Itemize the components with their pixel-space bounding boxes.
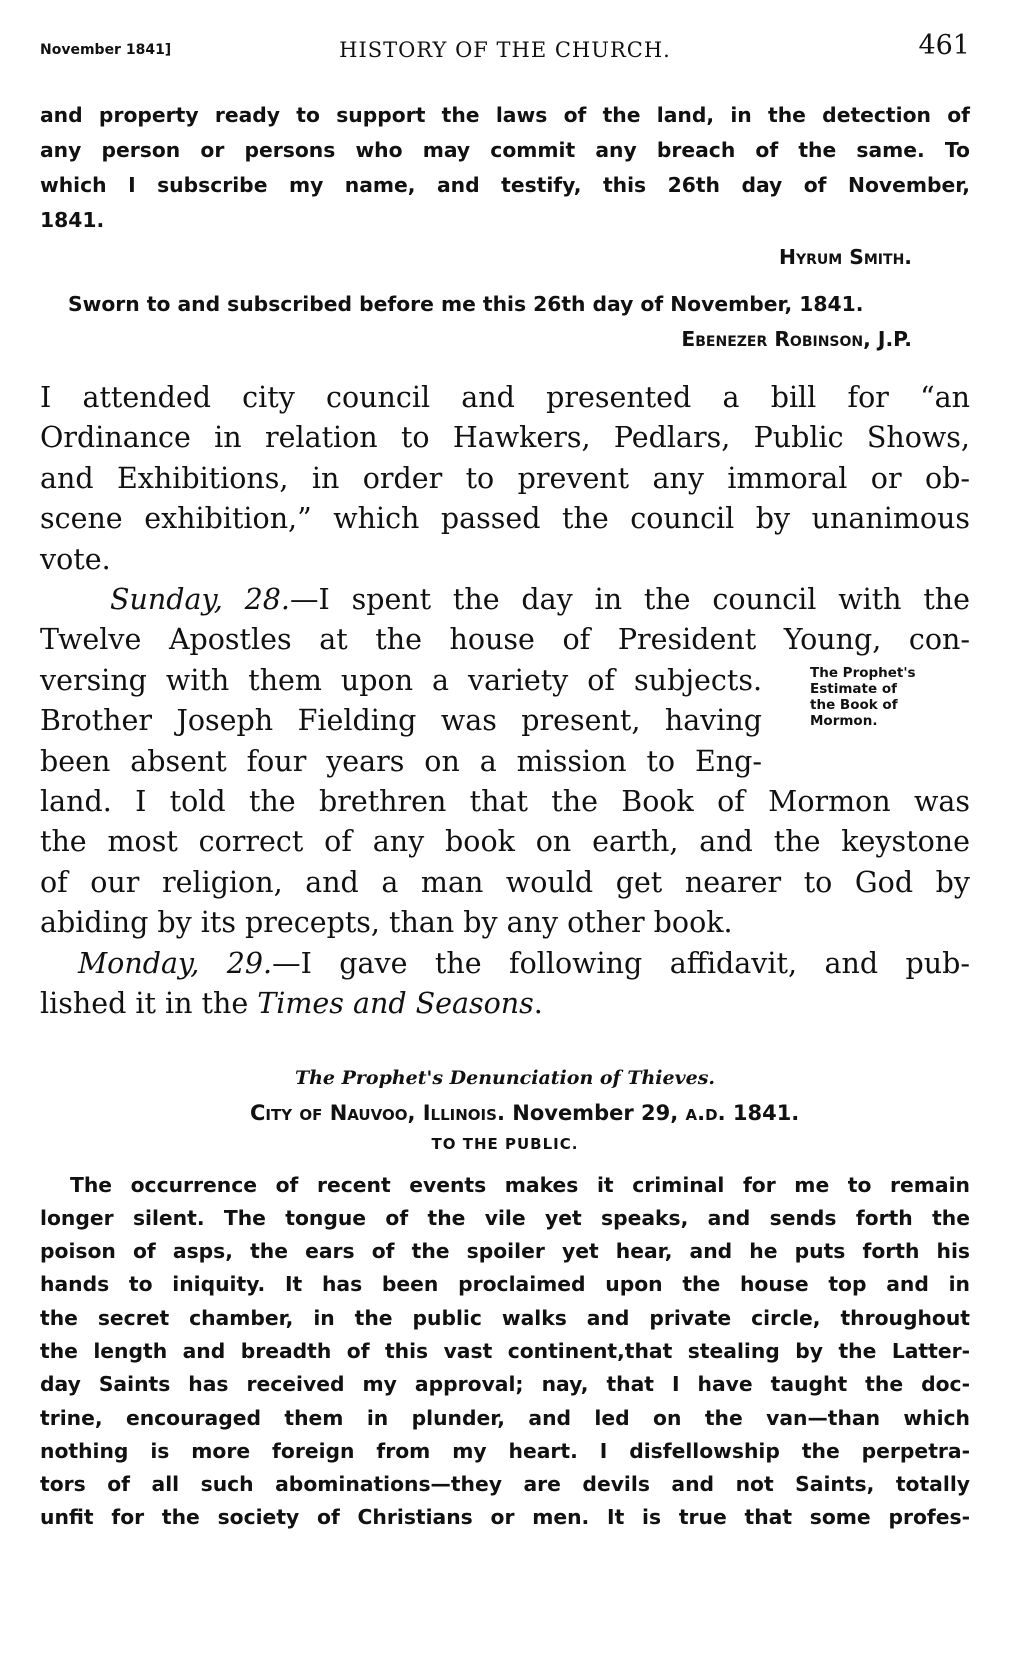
- year: 1841.: [725, 1100, 800, 1125]
- text-run: —I gave the following affidavit, and pub-: [272, 946, 970, 980]
- periodical-title: Times and Seasons: [257, 987, 534, 1021]
- oath-line: Sworn to and subscribed before me this 26th day of November, 1841.: [68, 292, 864, 316]
- text-line: I attended city council and presented a bill for “an: [40, 381, 970, 414]
- signature-hyrum-smith: Hyrum Smith.: [779, 245, 912, 269]
- text-line: unfit for the society of Christians or men. It is true that some profes-: [40, 1505, 970, 1530]
- margin-note-line: Mormon.: [810, 713, 878, 729]
- text-line: day Saints has received my approval; nay, that I have taught the doc-: [40, 1372, 970, 1397]
- text-line: nothing is more foreign from my heart. I disfellowship the perpetra-: [40, 1438, 970, 1463]
- margin-note: [810, 665, 970, 729]
- text-line: which I subscribe my name, and testify, this 26th day of November,: [40, 173, 970, 197]
- text-line: the secret chamber, in the public walks and private circle, throughout: [40, 1305, 970, 1330]
- text-line: longer silent. The tongue of the vile yet speaks, and sends forth the: [40, 1205, 970, 1230]
- dateline: [40, 1101, 970, 1125]
- running-head: [40, 28, 970, 68]
- date: November 29,: [504, 1100, 686, 1125]
- text-line: vote.: [40, 542, 111, 576]
- text-run: lished it in the: [40, 987, 258, 1021]
- signature-justice: Ebenezer Robinson, J.P.: [681, 327, 912, 351]
- affidavit-end: [40, 98, 970, 357]
- running-head-date: November 1841]: [40, 42, 172, 58]
- text-run: been absent four years on a mission to Eng-: [40, 744, 762, 778]
- text-line: [40, 944, 970, 984]
- text-line: abiding by its precepts, than by any other book.: [40, 906, 733, 940]
- text-run: .: [533, 987, 543, 1021]
- text-run: Brother Joseph Fielding was present, having: [40, 704, 762, 738]
- text-line: [40, 580, 970, 620]
- running-head-title: HISTORY OF THE CHURCH.: [339, 38, 671, 62]
- page-number: 461: [918, 30, 970, 61]
- text-line: tors of all such abominations—they are devils and not Saints, totally: [40, 1472, 970, 1497]
- text-line: hands to iniquity. It has been proclaimed upon the house top and in: [40, 1272, 970, 1297]
- era: a.d.: [685, 1100, 726, 1125]
- text-line: trine, encouraged them in plunder, and led on the van—than which: [40, 1405, 970, 1430]
- text-line: Ordinance in relation to Hawkers, Pedlars, Public Shows,: [40, 421, 970, 455]
- place: City of Nauvoo, Illinois.: [250, 1100, 505, 1125]
- text-line: any person or persons who may commit any breach of the same. To: [40, 138, 970, 162]
- day-sunday: Sunday, 28.: [110, 583, 290, 617]
- text-line: [40, 742, 970, 782]
- text-line: [40, 984, 970, 1024]
- text-line: scene exhibition,” which passed the council by unanimous: [40, 502, 970, 536]
- margin-note-line: The Prophet's: [810, 665, 916, 681]
- margin-note-line: the Book of: [810, 697, 898, 713]
- text-line: The occurrence of recent events makes it criminal for me to remain: [70, 1172, 970, 1197]
- text-line: and property ready to support the laws of the land, in the detection of: [40, 103, 970, 127]
- text-run: versing with them upon a variety of subjects.: [40, 663, 762, 697]
- text-line: the most correct of any book on earth, and the keystone: [40, 825, 970, 859]
- text-line: the length and breadth of this vast continent,that stealing by the Latter-: [40, 1338, 970, 1363]
- text-line: land. I told the brethren that the Book of Mormon was: [40, 785, 970, 819]
- text-line: 1841.: [40, 208, 105, 232]
- book-page: [40, 28, 970, 1535]
- section-title: The Prophet's Denunciation of Thieves.: [294, 1066, 716, 1089]
- text-run: —I spent the day in the council with the: [290, 583, 971, 617]
- margin-note-line: Estimate of: [810, 681, 897, 697]
- text-line: Twelve Apostles at the house of President Young, con-: [40, 623, 970, 657]
- text-line: and Exhibitions, in order to prevent any immoral or ob-: [40, 461, 970, 495]
- salutation: TO THE PUBLIC.: [431, 1134, 579, 1153]
- text-line: of our religion, and a man would get nearer to God by: [40, 865, 970, 899]
- denunciation-body: [40, 1169, 970, 1535]
- text-line: poison of asps, the ears of the spoiler yet hear, and he puts forth his: [40, 1239, 970, 1264]
- day-monday: Monday, 29.: [78, 946, 273, 980]
